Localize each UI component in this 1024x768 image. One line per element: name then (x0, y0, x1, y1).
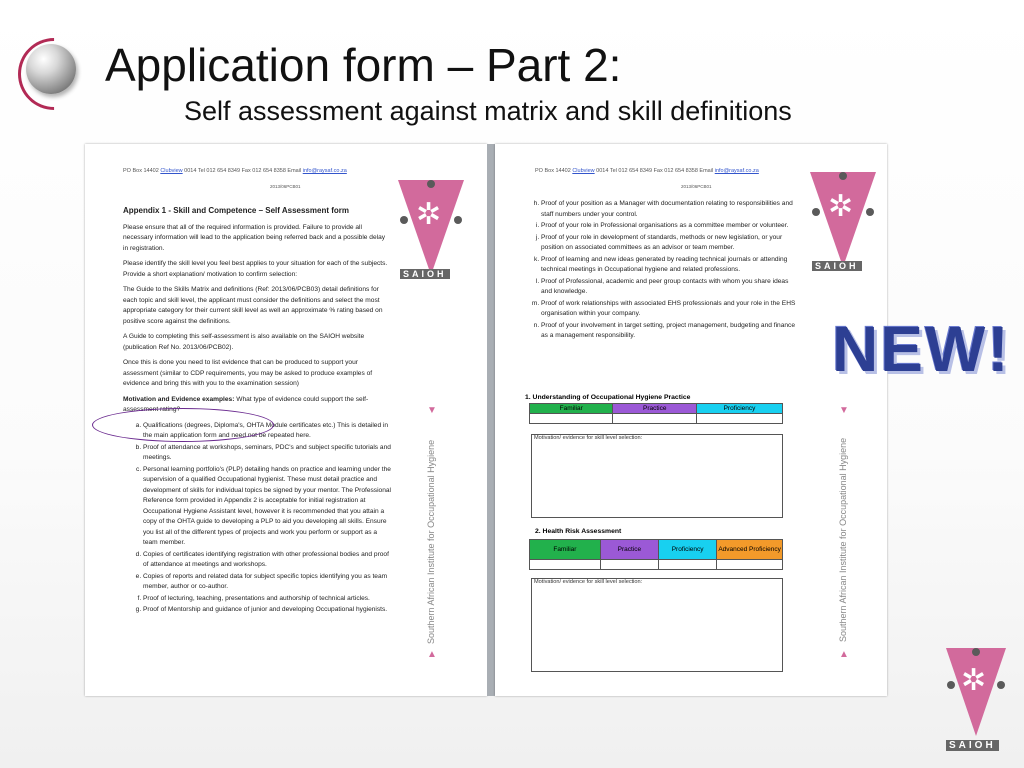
logo-word: SAIOH (946, 740, 999, 751)
arrow-down-icon: ▼ (427, 405, 437, 416)
vertical-tagline: Southern African Institute for Occupational Hygiene (426, 439, 436, 644)
section1-skill-table (529, 403, 783, 424)
section2-title: 2. Health Risk Assessment (535, 528, 622, 535)
logo-dot (400, 216, 408, 224)
list-item: n. Proof of your involvement in target setting, project management, budgeting and finance as a management responsibility. (541, 321, 801, 342)
proficiency-cell[interactable]: Proficiency (696, 404, 782, 414)
page2-body (521, 199, 801, 343)
logo-star-icon: ✲ (416, 198, 442, 231)
section2-motivation-box[interactable] (531, 578, 783, 672)
list-item: c. Personal learning portfolio's (PLP) detailing hands on practice and learning under the supervision of a qualified Occupational hygienist. These must detail practice and development of skills for individual topics be signed by your mentor. The Professional Reference form provided in Appendix 2 is acceptable for initial registration at Occupational Hygiene Assistant level, however it is recommended that you attain a copy of the OHTA guide to developing a PLP to aid you developing all skills. Ensure you list all of the different types of projects and work you perform or support as a team member. (143, 465, 391, 549)
logo-star-icon: ✲ (828, 190, 854, 223)
advanced-proficiency-entry[interactable] (717, 560, 783, 570)
paragraph: Please identify the skill level you feel best applies to your situation for each of the subjects. Provide a short explanation/ motivation to confirm selection: (123, 260, 388, 278)
email-link[interactable]: info@raysaf.co.za (714, 168, 759, 174)
familiar-entry[interactable] (530, 414, 613, 424)
table-row (530, 404, 783, 414)
logo-dot (427, 180, 435, 188)
list-item: m. Proof of work relationships with associated EHS professionals and your role in the EHS organisation within your company. (541, 299, 801, 320)
familiar-cell[interactable]: Familiar (530, 404, 613, 414)
corner-saioh-logo (946, 648, 1016, 758)
form-page-2 (495, 144, 887, 696)
page1-ref: 2013/06PCB01 (270, 184, 301, 189)
saioh-logo (398, 180, 468, 290)
list-item: f. Proof of lecturing, teaching, presentations and authorship of technical articles. (143, 594, 391, 605)
arrow-up-icon: ▲ (427, 649, 437, 660)
email-link[interactable]: info@raysaf.co.za (302, 168, 347, 174)
page1-address (123, 168, 347, 174)
table-row (530, 540, 783, 560)
logo-dot (866, 208, 874, 216)
section1-motivation-box[interactable] (531, 434, 783, 518)
practice-entry[interactable] (600, 560, 658, 570)
logo-dot (972, 648, 980, 656)
motivation-label: Motivation/ evidence for skill level selection: (534, 579, 643, 585)
paragraph: The Guide to the Skills Matrix and definitions (Ref: 2013/06/PCB03) detail definitions for each topic and skill level, the applicant must consider the definitions and select the most appropriate category for their current skill level as well an approximate % rating based on positive score against the definitions. (123, 286, 383, 325)
paragraph: A Guide to completing this self-assessment is also available on the SAIOH website (publication Ref No. 2013/06/PCB02). (123, 333, 365, 351)
logo-word: SAIOH (812, 261, 862, 271)
table-row (530, 414, 783, 424)
address-text: PO Box 14402 (123, 168, 161, 174)
address-rest: 0014 Tel 012 654 8349 Fax 012 654 8358 Email (594, 168, 715, 174)
address-link[interactable]: Clubview (160, 168, 183, 174)
section2-skill-table (529, 539, 783, 570)
logo-dot (812, 208, 820, 216)
proficiency-entry[interactable] (696, 414, 782, 424)
slide-title: Application form – Part 2: (105, 39, 622, 91)
advanced-proficiency-cell[interactable]: Advanced Proficiency (717, 540, 783, 560)
slide-subtitle: Self assessment against matrix and skill definitions (184, 96, 792, 126)
practice-cell[interactable]: Practice (600, 540, 658, 560)
logo-dot (839, 172, 847, 180)
logo-word: SAIOH (400, 269, 450, 279)
evidence-list-continued (521, 199, 801, 342)
paragraph: Once this is done you need to list evidence that can be produced to support your assessment (similar to CDP requirements, you may be asked to produce examples of evidence and bring this with you to the examination session) (123, 359, 373, 387)
list-item: g. Proof of Mentorship and guidance of junior and developing Occupational hygienists. (143, 605, 391, 616)
list-item: i. Proof of your role in Professional organisations as a committee member or volunteer. (541, 221, 801, 232)
logo-dot (947, 681, 955, 689)
highlight-ellipse (92, 408, 274, 442)
proficiency-cell[interactable]: Proficiency (659, 540, 717, 560)
list-item: b. Proof of attendance at workshops, seminars, PDC's and subject specific tutorials and meetings. (143, 443, 391, 464)
practice-entry[interactable] (613, 414, 696, 424)
logo-star-icon: ✲ (961, 664, 987, 697)
list-item: h. Proof of your position as a Manager with documentation relating to responsibilities and staff numbers under your control. (541, 199, 801, 220)
address-text: PO Box 14402 (535, 168, 573, 174)
list-item: k. Proof of learning and new ideas generated by reading technical journals or attending technical meetings in Occupational hygiene and related professions. (541, 255, 801, 276)
motivation-bold: Motivation and Evidence examples: (123, 395, 235, 403)
new-badge: NEW! (832, 313, 1011, 385)
practice-cell[interactable]: Practice (613, 404, 696, 414)
section1-title: 1. Understanding of Occupational Hygiene Practice (525, 394, 691, 401)
proficiency-entry[interactable] (659, 560, 717, 570)
paragraph: Please ensure that all of the required information is provided. Failure to provide all necessary information will lead to the application being referred back and a possible delay in registration. (123, 223, 386, 252)
address-rest: 0014 Tel 012 654 8349 Fax 012 654 8358 Email (182, 168, 303, 174)
arrow-down-icon: ▼ (839, 405, 849, 416)
page2-address (535, 168, 759, 174)
list-item: j. Proof of your role in development of standards, methods or new legislation, or your position on associated committees as an advisor or team member. (541, 233, 801, 254)
list-item: e. Copies of reports and related data for subject specific topics identifying you as team member, author or co-author. (143, 572, 391, 593)
address-link[interactable]: Clubview (572, 168, 595, 174)
arrow-up-icon: ▲ (839, 649, 849, 660)
motivation-rest: What type of evidence could support the self-assessment rating? (123, 395, 369, 413)
list-item: l. Proof of Professional, academic and peer group contacts with whom you share ideas and knowledge. (541, 277, 801, 298)
vertical-tagline: Southern African Institute for Occupational Hygiene (838, 437, 848, 642)
list-item: a. Qualifications (degrees, Diploma's, OHTA Module certificates etc.) This is detailed in the main application form and need not be repeated here. (143, 421, 391, 442)
familiar-entry[interactable] (530, 560, 601, 570)
saioh-logo (810, 172, 880, 282)
appendix-heading: Appendix 1 - Skill and Competence – Self Assessment form (123, 206, 349, 215)
motivation-label: Motivation/ evidence for skill level selection: (534, 435, 643, 441)
title-orb-icon (26, 44, 76, 94)
list-item: d. Copies of certificates identifying registration with other professional bodies and proof of attendance at meetings and workshops. (143, 550, 391, 571)
evidence-list (123, 421, 391, 616)
familiar-cell[interactable]: Familiar (530, 540, 601, 560)
table-row (530, 560, 783, 570)
logo-dot (997, 681, 1005, 689)
logo-dot (454, 216, 462, 224)
page-divider (487, 144, 495, 696)
page2-ref: 2013/06PCB01 (681, 184, 712, 189)
